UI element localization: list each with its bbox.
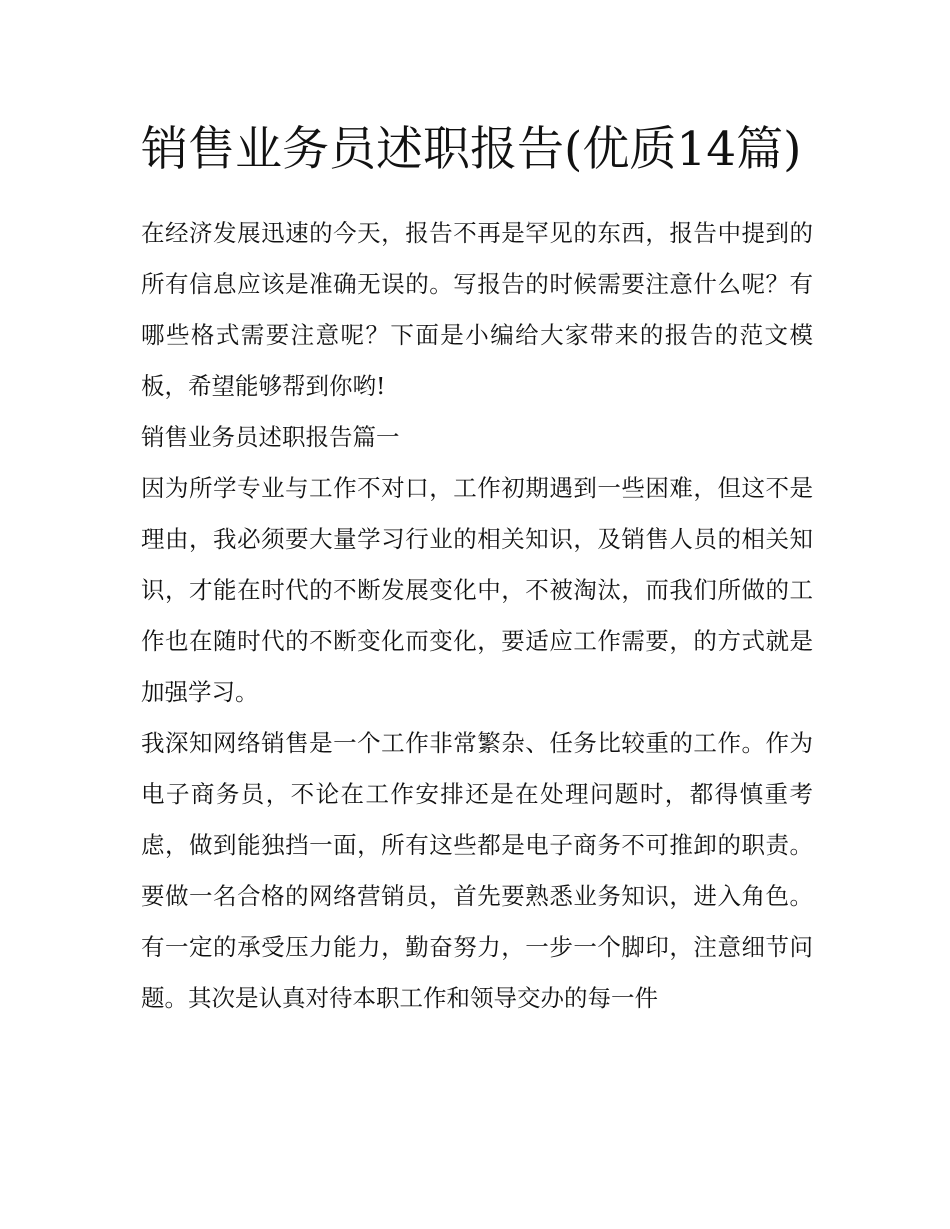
document-title: 销售业务员述职报告(优质14篇): [141, 122, 802, 177]
body-paragraph-2: 我深知网络销售是一个工作非常繁杂、任务比较重的工作。作为电子商务员，不论在工作安排还是在处理问题时，都得慎重考虑，做到能独挡一面，所有这些都是电子商务不可推卸的职责。要做一名合格的网络营销员，首先要熟悉业务知识，进入角色。有一定的承受压力能力，勤奋努力，一步一个脚印，注意细节问题。其次是认真对待本职工作和领导交办的每一件: [141, 729, 813, 1012]
section-heading: 销售业务员述职报告篇一: [141, 423, 400, 451]
document-body: [141, 112, 813, 1024]
body-paragraph-1: 因为所学专业与工作不对口，工作初期遇到一些困难，但这不是理由，我必须要大量学习行业的相关知识，及销售人员的相关知识，才能在时代的不断发展变化中，不被淘汰，而我们所做的工作也在随时代的不断变化而变化，要适应工作需要，的方式就是加强学习。: [141, 474, 813, 706]
intro-paragraph: 在经济发展迅速的今天，报告不再是罕见的东西，报告中提到的所有信息应该是准确无误的。写报告的时候需要注意什么呢？有哪些格式需要注意呢？下面是小编给大家带来的报告的范文模板，希望能够帮到你哟!: [141, 219, 813, 400]
